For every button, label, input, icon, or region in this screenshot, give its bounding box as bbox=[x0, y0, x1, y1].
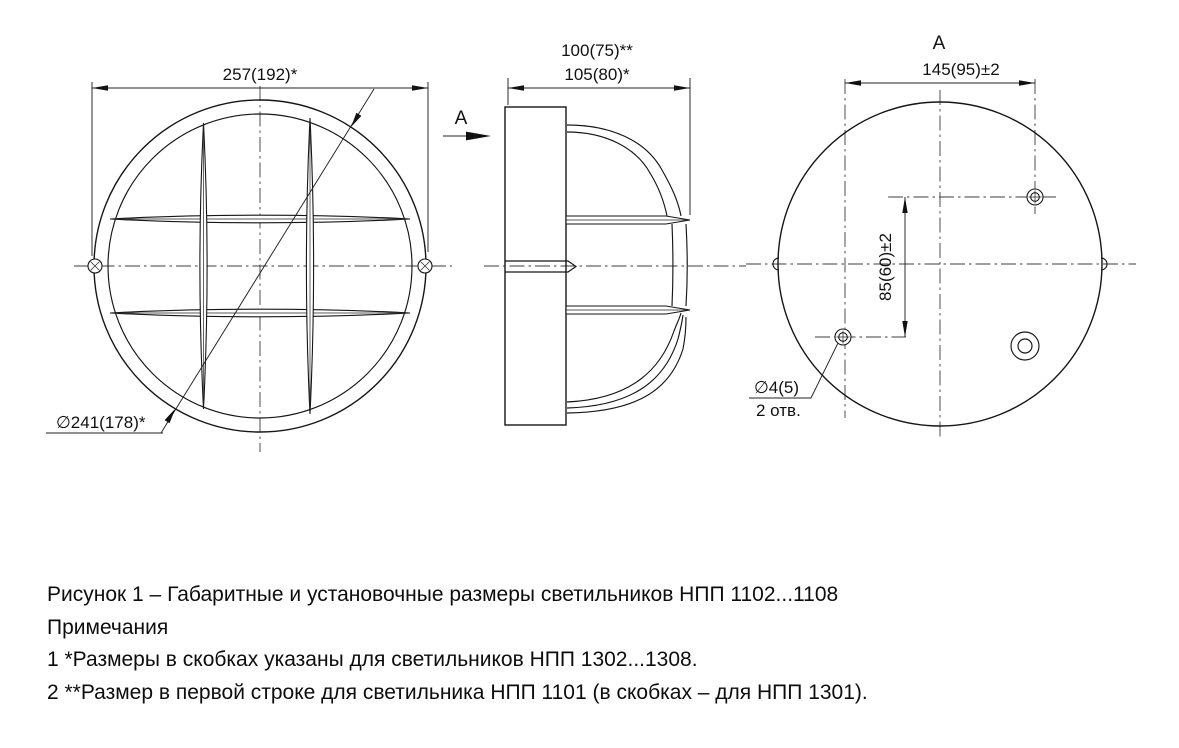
dome-curve-bottom-3 bbox=[567, 317, 686, 413]
section-arrow-icon bbox=[466, 132, 491, 141]
dome-curve-bottom-1 bbox=[567, 313, 681, 402]
figure-caption: Рисунок 1 – Габаритные и установочные размеры светильников НПП 1102...1108 bbox=[47, 583, 839, 606]
cable-entry-outer bbox=[1011, 332, 1039, 360]
side-view bbox=[443, 41, 746, 425]
dome-side-inner bbox=[672, 224, 673, 306]
dim-arrow-icon bbox=[674, 85, 690, 90]
front-view bbox=[46, 65, 452, 452]
note-line-2: 2 **Размер в первой строке для светильника НПП 1101 (в скобках – для НПП 1301). bbox=[47, 680, 868, 704]
dim-arrow-icon bbox=[1019, 80, 1035, 85]
dim-arrow-icon bbox=[845, 80, 861, 85]
dim-arrow-icon bbox=[902, 197, 907, 213]
rear-view bbox=[746, 33, 1136, 437]
dim-arrow-icon bbox=[902, 321, 907, 337]
dome-curve-bottom-2 bbox=[567, 315, 683, 408]
front-diameter-dim-text: ∅241(178)* bbox=[56, 413, 146, 432]
dome-side-outer bbox=[686, 224, 687, 306]
side-depth-dim-text-1: 100(75)** bbox=[561, 41, 633, 60]
dim-arrow-icon bbox=[508, 85, 524, 90]
cable-entry-inner bbox=[1018, 339, 1032, 353]
hole-quantity-text: 2 отв. bbox=[756, 401, 801, 420]
note-line-1: 1 *Размеры в скобках указаны для светильников НПП 1302...1308. bbox=[47, 648, 698, 671]
dome-curve-top-inner bbox=[567, 132, 667, 216]
diameter-leader-line bbox=[161, 89, 374, 433]
figure-notes bbox=[47, 579, 868, 709]
side-dim-extension-lines bbox=[508, 78, 690, 215]
notes-heading: Примечания bbox=[47, 615, 169, 639]
rear-view-label: A bbox=[932, 33, 946, 54]
section-label: A bbox=[454, 108, 468, 129]
hole-diameter-text: ∅4(5) bbox=[754, 378, 800, 397]
front-width-dim-text: 257(192)* bbox=[222, 65, 298, 84]
dim-arrow-icon bbox=[92, 85, 108, 90]
side-depth-dim-text-2: 105(80)* bbox=[564, 65, 630, 84]
leader-arrow-icon bbox=[351, 113, 361, 127]
rear-hole-spacing-v-text: 85(60)±2 bbox=[876, 233, 895, 301]
dim-arrow-icon bbox=[412, 85, 428, 90]
leader-arrow-icon bbox=[165, 409, 175, 423]
rear-hole-spacing-h-text: 145(95)±2 bbox=[922, 60, 1000, 79]
